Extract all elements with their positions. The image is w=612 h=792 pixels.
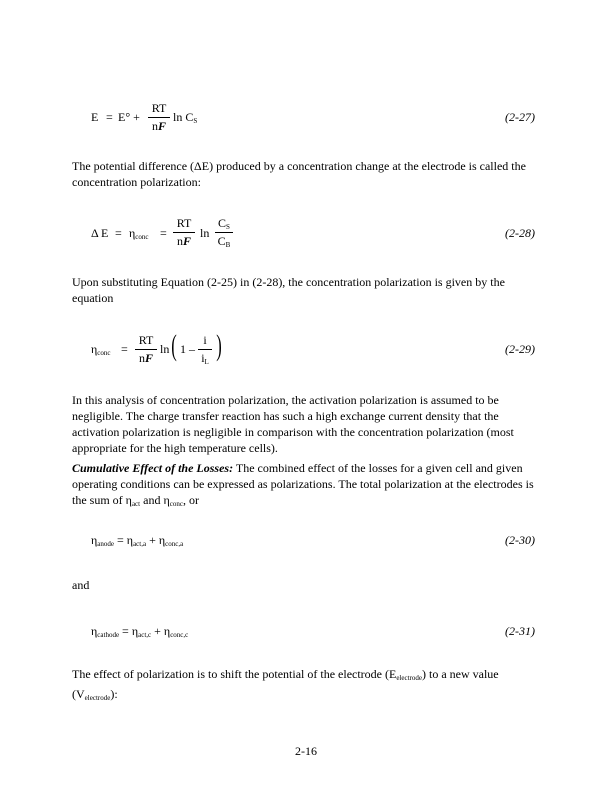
eq29-frac-num: RT <box>135 333 157 350</box>
eq29-eta: η <box>91 342 98 356</box>
eq29-i-num: i <box>198 333 212 350</box>
paragraph-concentration-polarization: The potential difference (ΔE) produced by a concentration change at the electrode is called the concentration polarization: <box>72 159 526 189</box>
eq28-eta: η <box>129 226 136 240</box>
eq29-frac-den-F: F <box>144 351 153 365</box>
eq27-number: (2-27) <box>505 110 535 124</box>
cumulative-eta-conc-sub: conc <box>169 500 183 508</box>
eq28-fraction <box>173 216 195 249</box>
eq30-plus: + <box>146 533 159 547</box>
and-text: and <box>72 578 90 592</box>
eq28-ln: ln <box>200 226 210 240</box>
eq31-number: (2-31) <box>505 624 535 638</box>
eq27-lhs: E <box>91 110 99 124</box>
eq29-eta-sub: conc <box>97 349 111 357</box>
eq29-left-paren: ( <box>171 329 177 362</box>
eq31-eta-act: η <box>131 624 139 638</box>
eq30-eta-anode-sub: anode <box>97 540 114 548</box>
effect-text-a: The effect of polarization is to shift the potential of the electrode (E <box>72 667 397 681</box>
eq31-plus: + <box>151 624 164 638</box>
eq30-eta-act-sub: act,a <box>133 540 147 548</box>
eq31-eta-conc: η <box>163 624 171 638</box>
eq28-equals-1: = <box>115 226 122 240</box>
effect-sub-2: electrode <box>84 694 111 702</box>
paragraph-cumulative-effect <box>72 460 542 512</box>
eq30-eta-conc: η <box>158 533 166 547</box>
eq29-one-minus: 1 – <box>180 342 195 356</box>
eq31-equals: = <box>119 624 132 638</box>
eq29-i-den-sub: L <box>204 358 209 366</box>
eq27-frac-num: RT <box>148 101 170 118</box>
eq31-eta-conc-sub: conc,c <box>170 631 189 639</box>
eq29-frac-den-n: n <box>138 351 145 365</box>
eq28-lhs: Δ E <box>91 226 109 240</box>
eq31-eta-act-sub: act,c <box>138 631 152 639</box>
eq29-equals: = <box>121 342 128 356</box>
eq28-frac-den-n: n <box>176 234 183 248</box>
cumulative-eta-conc: η <box>163 493 170 507</box>
eq31-eta-cathode-sub: cathode <box>97 631 120 639</box>
eq28-equals-2: = <box>160 226 167 240</box>
paragraph-substituting: Upon substituting Equation (2-25) in (2-28), the concentration polarization is given by the equation <box>72 275 505 305</box>
eq29-number: (2-29) <box>505 342 535 356</box>
effect-text-b: ) to a new value (V <box>72 667 499 701</box>
eq29-i-den: i <box>201 351 205 365</box>
eq28-number: (2-28) <box>505 226 535 240</box>
eq27-equals: = <box>106 110 113 124</box>
eq28-c-num: C <box>218 216 227 230</box>
eq28-c-den: C <box>217 234 226 248</box>
eq30-equals: = <box>114 533 127 547</box>
cumulative-text-a: The combined effect of the losses for a given cell and given operating conditions can be expressed as polarizations. The total polarization at the electrodes is the sum of <box>72 461 534 507</box>
eq27-fraction <box>148 101 170 134</box>
cumulative-eta-act: η <box>125 493 132 507</box>
eq27-e0: E° + <box>118 110 140 124</box>
eq28-c-fraction <box>215 216 233 249</box>
eq28-c-den-sub: B <box>225 241 231 249</box>
cumulative-and: and <box>140 493 164 507</box>
eq29-i-fraction <box>198 333 212 366</box>
eq27-frac-den-n: n <box>151 119 158 133</box>
eq27-frac-den-F: F <box>157 119 166 133</box>
cumulative-eta-act-sub: act <box>131 500 141 508</box>
eq29-ln: ln <box>160 342 170 356</box>
eq30-eta-anode: η <box>91 533 98 547</box>
cumulative-text-b: , or <box>182 493 199 507</box>
eq28-frac-den-F: F <box>182 234 191 248</box>
eq28-eta-sub: conc <box>135 233 149 241</box>
paragraph-activation-negligible: In this analysis of concentration polarization, the activation polarization is assumed to be negligible. The charge transfer reaction has such a high exchange current density that the activation polarization is negligible in comparison with the concentration polarization (most appropriate for the high temperature cells). <box>72 393 514 455</box>
eq29-right-paren: ) <box>216 329 222 362</box>
effect-sub-1: electrode <box>396 674 422 682</box>
eq30-eta-act: η <box>126 533 134 547</box>
paragraph-effect-of-polarization <box>72 666 542 706</box>
page-number: 2-16 <box>295 744 317 758</box>
eq28-c-num-sub: S <box>226 223 230 231</box>
eq30-number: (2-30) <box>505 533 535 547</box>
cumulative-heading: Cumulative Effect of the Losses: <box>72 461 234 475</box>
eq27-ln: ln C <box>173 110 194 124</box>
eq29-fraction <box>135 333 157 366</box>
eq27-ln-sub: S <box>193 117 198 125</box>
eq30-eta-conc-sub: conc,a <box>165 540 184 548</box>
eq31-eta-cathode: η <box>91 624 98 638</box>
eq28-frac-num: RT <box>173 216 195 233</box>
effect-text-c: ): <box>110 687 118 701</box>
